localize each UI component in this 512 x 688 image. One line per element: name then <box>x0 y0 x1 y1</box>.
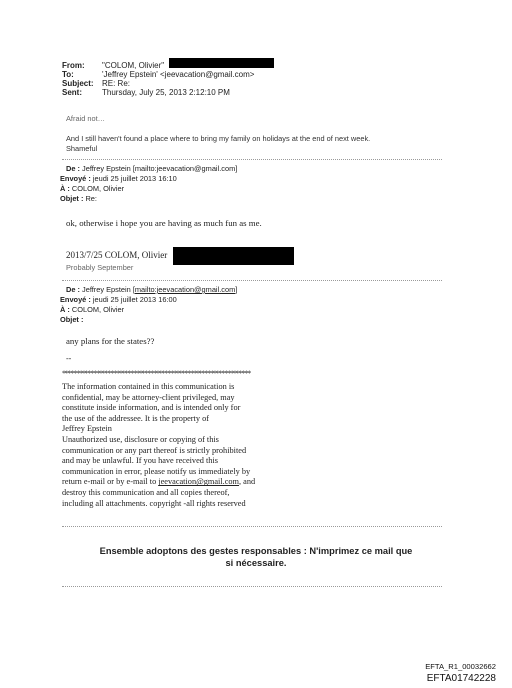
reply1-line1: Afraid not… <box>66 114 106 123</box>
signature-dashes: -- <box>66 354 72 363</box>
quote1-body: ok, otherwise i hope you are having as much fun as me. <box>66 218 262 228</box>
sent-value: Thursday, July 25, 2013 2:12:10 PM <box>102 88 230 97</box>
quote2-de-label: De : <box>66 285 80 294</box>
quote1-a-row <box>60 184 124 194</box>
quote2-envoye-label: Envoyé : <box>60 295 91 304</box>
quote2-mailto-link[interactable]: mailto:jeevacation@gmail.com <box>134 285 236 294</box>
from-value: "COLOM, Olivier" <box>102 61 165 70</box>
quote1-objet-label: Objet : <box>60 194 84 203</box>
quote1-a-label: À : <box>60 184 70 193</box>
quote2-envoye-value: jeudi 25 juillet 2013 16:00 <box>92 295 177 304</box>
quote1-de-label: De : <box>66 164 80 173</box>
quote2-objet-row <box>60 315 83 325</box>
separator-line <box>62 159 442 160</box>
disclaimer-line: Unauthorized use, disclosure or copying of this <box>62 434 219 444</box>
disclaimer-line: including all attachments. copyright -all rights reserved <box>62 498 246 508</box>
disclaimer <box>62 382 362 509</box>
quote1-envoye-label: Envoyé : <box>60 174 91 183</box>
reply2-header: 2013/7/25 COLOM, Olivier <box>66 250 168 260</box>
disclaimer-line: communication or any part thereof is strictly prohibited <box>62 445 247 455</box>
redaction-box <box>169 58 274 68</box>
disclaimer-line: constitute inside information, and is intended only for <box>62 403 241 413</box>
bates-small: EFTA_R1_00032662 <box>425 662 496 671</box>
subject-value: RE: Re: <box>102 79 131 88</box>
disclaimer-line: Jeffrey Epstein <box>62 424 112 434</box>
quote1-de-row <box>66 164 237 174</box>
disclaimer-line: confidential, may be attorney-client privileged, may <box>62 392 235 402</box>
bates-large: EFTA01742228 <box>426 673 496 684</box>
disclaimer-line: communication in error, please notify us immediately by <box>62 466 251 476</box>
quote2-a-label: À : <box>60 305 70 314</box>
to-row <box>62 70 322 79</box>
disclaimer-line-with-link <box>62 477 362 488</box>
quote2-a-value: COLOM, Olivier <box>71 305 125 314</box>
subject-row <box>62 79 322 88</box>
disclaimer-line: destroy this communication and all copies thereof, <box>62 487 230 497</box>
quote2-de-value-prefix: Jeffrey Epstein [ <box>82 285 135 294</box>
reply1-line3: Shameful <box>66 144 98 153</box>
disclaimer-line10-suffix: , and <box>238 477 256 487</box>
separator-line-2 <box>62 280 442 281</box>
quote1-a-value: COLOM, Olivier <box>71 184 125 193</box>
to-label: To: <box>62 70 74 79</box>
reply1-line2: And I still haven't found a place where to bring my family on holidays at the end of next week. <box>66 134 371 143</box>
footer-notice-line2: si nécessaire. <box>225 558 287 568</box>
quote2-a-row <box>60 305 124 315</box>
quote1-header <box>60 164 320 206</box>
disclaimer-line: the use of the addressee. It is the property of <box>62 413 209 423</box>
separator-line-3 <box>62 526 442 527</box>
quote2-body: any plans for the states?? <box>66 336 155 346</box>
quote1-envoye-row <box>60 174 177 184</box>
to-value: 'Jeffrey Epstein' <jeevacation@gmail.com> <box>102 70 255 79</box>
quote2-objet-label: Objet : <box>60 315 84 324</box>
sent-label: Sent: <box>62 88 82 97</box>
separator-line-4 <box>62 586 442 587</box>
quote1-objet-value: Re: <box>85 194 97 203</box>
disclaimer-line10-prefix: return e-mail or by e-mail to <box>62 477 159 487</box>
footer-notice-line1: Ensemble adoptons des gestes responsables : N'imprimez ce mail que <box>99 546 413 556</box>
subject-label: Subject: <box>62 79 94 88</box>
disclaimer-email-link[interactable]: jeevacation@gmail.com <box>158 477 239 487</box>
quote2-de-row <box>66 285 237 295</box>
redaction-box-2 <box>173 247 294 265</box>
quote1-envoye-value: jeudi 25 juillet 2013 16:10 <box>92 174 177 183</box>
disclaimer-line: The information contained in this communication is <box>62 382 235 391</box>
from-label: From: <box>62 61 85 70</box>
reply2-line1: Probably September <box>66 263 134 272</box>
quote1-objet-row <box>60 194 97 204</box>
disclaimer-line: and may be unlawful. If you have received this <box>62 456 218 466</box>
quote2-de-value-suffix: ] <box>235 285 238 294</box>
quote2-envoye-row <box>60 295 177 305</box>
signature-stars: ****************************************************************** <box>62 369 251 378</box>
quote1-de-value: Jeffrey Epstein [mailto:jeevacation@gmail.com] <box>82 164 238 173</box>
quote2-header <box>60 285 320 327</box>
sent-row <box>62 88 322 97</box>
